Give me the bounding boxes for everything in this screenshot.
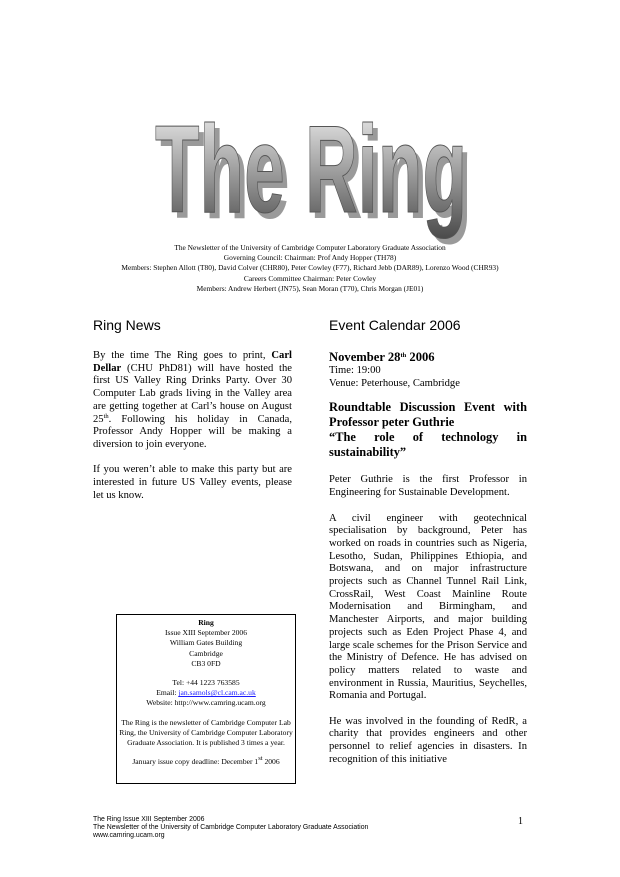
email-link[interactable]: jan.samols@cl.cam.ac.uk bbox=[178, 688, 256, 698]
text-run: . Following his holiday in Canada, Professor Andy Hopper will be making a diversion to join everyone. bbox=[93, 413, 292, 450]
association-info bbox=[0, 243, 620, 294]
email-line bbox=[119, 688, 293, 698]
info-box-title: Ring bbox=[198, 618, 214, 627]
ordinal-suffix: th bbox=[103, 412, 109, 420]
issue-line: Issue XIII September 2006 bbox=[164, 628, 248, 638]
page-number: 1 bbox=[518, 816, 523, 827]
page-footer bbox=[93, 816, 368, 841]
event-paragraph: Peter Guthrie is the first Professor in Engineering for Sustainable Development. bbox=[329, 474, 527, 499]
text-run: 2006 bbox=[262, 757, 280, 767]
masthead-title: The Ring bbox=[155, 110, 467, 239]
event-date bbox=[329, 350, 527, 365]
text-run: November 28 bbox=[329, 350, 401, 364]
event-paragraph: A civil engineer with geotechnical specialisation by background, Peter has worked on roads in countries such as Nigeria, Lesotho, Sudan, Philippines Ethiopia, and Botswana, and on major infrastructure projects such as Channel Tunnel Rail Link, CrossRail, West Coast Mainline Route Modernisation and Birmingham, and Manchester Airports, and major building projects such as Eden Project Phase 4, and large scale schemes for the Prison Service and the Ministry of Defence. He has advised on policy matters related to waste and environment in Russia, Mauritius, Seychelles, Romania and Portugal. bbox=[329, 512, 527, 702]
event-calendar-column bbox=[329, 350, 527, 779]
text-run: 2006 bbox=[406, 350, 435, 364]
masthead bbox=[0, 110, 620, 245]
info-box bbox=[116, 614, 296, 784]
careers-chair-line: Careers Committee Chairman: Peter Cowley bbox=[243, 273, 377, 283]
footer-website: www.camring.ucam.org bbox=[93, 832, 165, 840]
footer-issue: The Ring Issue XIII September 2006 bbox=[93, 816, 205, 823]
masthead-logo bbox=[0, 110, 620, 245]
masthead-shadow: The Ring bbox=[160, 110, 472, 245]
association-line: The Newsletter of the University of Cambridge Computer Laboratory Graduate Association bbox=[174, 243, 446, 252]
address-line: CB3 0FD bbox=[191, 658, 221, 668]
event-title bbox=[329, 400, 527, 460]
event-time: Time: 19:00 bbox=[329, 365, 381, 376]
address-line: Cambridge bbox=[189, 648, 223, 658]
event-title-line: Roundtable Discussion Event with Professor peter Guthrie bbox=[329, 400, 527, 430]
careers-members-line: Members: Andrew Herbert (JN75), Sean Moran (T70), Chris Morgan (JE01) bbox=[196, 283, 424, 293]
website-line: Website: http://www.camring.ucam.org bbox=[146, 698, 266, 708]
text-run: January issue copy deadline: December 1 bbox=[132, 757, 259, 767]
ring-news-paragraph bbox=[93, 350, 292, 452]
host-name: Carl Dellar bbox=[93, 350, 292, 374]
ring-news-column bbox=[93, 350, 292, 515]
text-run: By the time The Ring goes to print, bbox=[93, 350, 272, 361]
ring-news-heading: Ring News bbox=[93, 317, 161, 333]
council-members-line: Members: Stephen Allott (T80), David Colver (CHR80), Peter Cowley (F77), Richard Jebb (DAR89), Lorenzo Wood (CHR93) bbox=[121, 263, 499, 273]
council-chair-line: Governing Council: Chairman: Prof Andy Hopper (TH78) bbox=[223, 253, 397, 263]
address-line: William Gates Building bbox=[169, 638, 243, 648]
ordinal-suffix: th bbox=[400, 352, 407, 359]
event-subtitle-line: “The role of technology in sustainability” bbox=[329, 430, 527, 460]
text-run: (CHU PhD81) will have hosted the first US Valley Ring Drinks Party. Over 30 Computer Lab grads living in the Valley area are getting together at Carl’s house on August 25 bbox=[93, 362, 292, 425]
event-venue: Venue: Peterhouse, Cambridge bbox=[329, 377, 460, 389]
telephone: Tel: +44 1223 763585 bbox=[172, 678, 240, 688]
ordinal-suffix: st bbox=[258, 755, 263, 763]
deadline-text bbox=[119, 757, 293, 767]
about-text: The Ring is the newsletter of Cambridge Computer Lab Ring, the University of Cambridge Computer Laboratory Graduate Association. It is published 3 times a year. bbox=[119, 717, 293, 748]
event-paragraph: He was involved in the founding of RedR, a charity that provides engineers and other personnel to relief agencies in disasters. In recognition of this initiative bbox=[329, 715, 527, 765]
event-calendar-heading: Event Calendar 2006 bbox=[329, 317, 461, 333]
footer-newsletter: The Newsletter of the University of Cambridge Computer Laboratory Graduate Association bbox=[93, 824, 369, 832]
ring-news-paragraph: If you weren’t able to make this party but are interested in future US Valley events, please let us know. bbox=[93, 464, 292, 501]
email-label: Email: bbox=[156, 688, 179, 698]
